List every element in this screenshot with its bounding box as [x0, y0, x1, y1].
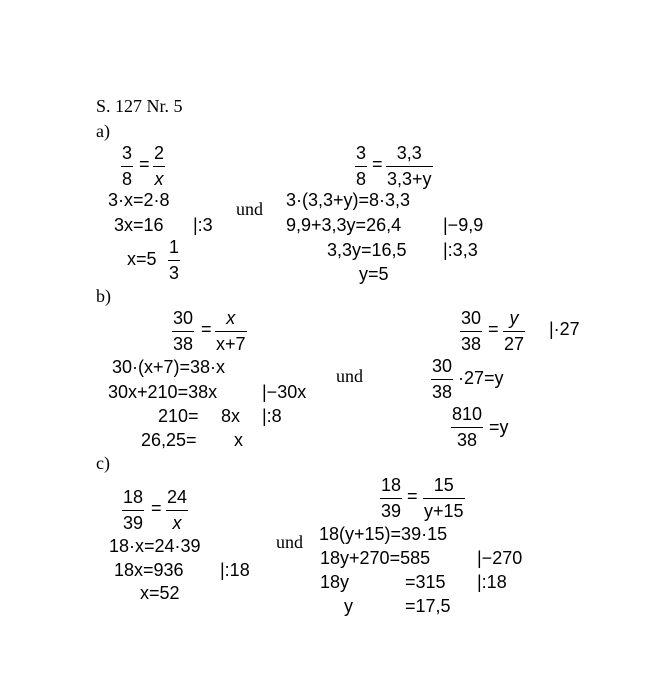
c-right-f1-numerator: 18 — [381, 475, 402, 495]
a-right-fraction-2 — [386, 143, 433, 190]
b-left-f1-denominator: 38 — [173, 334, 194, 354]
b-right-f3-denominator: 38 — [432, 382, 453, 402]
b-right-f1-denominator: 38 — [461, 334, 482, 354]
b-left-line-5-term: x — [234, 430, 243, 450]
b-right-equals: = — [488, 319, 499, 339]
b-left-fraction-1 — [172, 308, 194, 355]
c-right-fraction-1 — [380, 475, 402, 522]
b-right-fraction-4 — [451, 404, 483, 451]
c-right-line-5-lhs: y — [344, 596, 353, 616]
b-left-line-4-operation: |:8 — [262, 406, 282, 426]
c-left-fraction-1 — [122, 487, 144, 534]
c-right-equals: = — [407, 486, 418, 506]
a-right-line-5: y=5 — [359, 264, 389, 284]
a-left-line-4: x=5 — [127, 249, 157, 269]
b-right-f3-numerator: 30 — [432, 356, 453, 376]
a-right-equals: = — [372, 154, 383, 174]
a-connector: und — [236, 199, 263, 219]
a-right-line-3-operation: |−9,9 — [443, 215, 484, 235]
a-left-equals: = — [139, 154, 150, 174]
exercise-header: S. 127 Nr. 5 — [96, 96, 183, 116]
c-right-f2-numerator: 15 — [433, 475, 454, 495]
b-right-fraction-2 — [503, 308, 525, 355]
c-right-line-4-operation: |:18 — [477, 572, 507, 592]
b-right-fraction-1 — [460, 308, 482, 355]
part-b-label: b) — [96, 286, 111, 306]
b-left-f2-denominator: x+7 — [216, 334, 246, 354]
a-right-fraction-1 — [355, 143, 367, 190]
c-left-line-2: 18·x=24·39 — [109, 536, 201, 556]
c-left-line-3-operation: |:18 — [220, 560, 250, 580]
b-left-line-2: 30·(x+7)=38·x — [112, 357, 226, 377]
c-right-line-5-rhs: =17,5 — [405, 596, 451, 616]
c-right-f2-denominator: y+15 — [424, 501, 464, 521]
a-left-f2-denominator: x — [154, 169, 164, 189]
a-left-f1-denominator: 8 — [122, 169, 133, 189]
b-right-fraction-3 — [431, 356, 453, 403]
b-right-f4-numerator: 810 — [452, 404, 483, 424]
c-left-f2-numerator: 24 — [167, 487, 188, 507]
c-right-f1-denominator: 39 — [381, 501, 402, 521]
c-left-f2-denominator: x — [172, 513, 182, 533]
a-left-mixed-fraction — [168, 237, 180, 284]
a-right-f1-denominator: 8 — [356, 169, 367, 189]
a-right-f1-numerator: 3 — [356, 143, 367, 163]
b-left-equals: = — [201, 319, 212, 339]
part-c-label: c) — [96, 453, 110, 473]
a-left-f1-numerator: 3 — [122, 143, 133, 163]
b-right-f2-numerator: y — [509, 308, 519, 328]
a-left-mixed-denominator: 3 — [169, 263, 180, 283]
a-left-line-2: 3·x=2·8 — [108, 190, 170, 210]
c-right-fraction-2 — [423, 475, 465, 522]
part-a-label: a) — [96, 121, 110, 141]
a-right-f2-numerator: 3,3 — [396, 143, 422, 163]
b-left-f2-numerator: x — [226, 308, 236, 328]
c-right-line-4-lhs: 18y — [320, 572, 350, 592]
c-left-f1-denominator: 39 — [123, 513, 144, 533]
b-left-fraction-2 — [215, 308, 247, 355]
c-right-line-3-operation: |−270 — [477, 548, 523, 568]
a-left-line-3-operation: |:3 — [193, 215, 213, 235]
a-left-fraction-1 — [121, 143, 133, 190]
a-left-line-3: 3x=16 — [114, 215, 164, 235]
c-right-line-3: 18y+270=585 — [320, 548, 431, 568]
a-left-f2-numerator: 2 — [154, 143, 165, 163]
a-right-f2-denominator: 3,3+y — [387, 169, 432, 189]
b-right-line-2-rest: ·27=y — [458, 368, 504, 388]
b-right-line-3-rest: =y — [489, 417, 509, 437]
b-right-f4-denominator: 38 — [457, 430, 478, 450]
c-connector: und — [276, 532, 303, 552]
b-left-line-4: 210= — [158, 406, 199, 426]
c-left-fraction-2 — [166, 487, 188, 534]
b-left-line-5: 26,25= — [141, 430, 197, 450]
a-left-fraction-2 — [153, 143, 165, 190]
a-right-line-2: 3·(3,3+y)=8·3,3 — [286, 190, 411, 210]
b-connector: und — [336, 366, 363, 386]
c-right-line-2: 18(y+15)=39·15 — [319, 524, 448, 544]
a-left-mixed-numerator: 1 — [169, 237, 180, 257]
b-right-f2-denominator: 27 — [504, 334, 525, 354]
c-left-equals: = — [151, 498, 162, 518]
c-left-line-3: 18x=936 — [114, 560, 184, 580]
c-right-line-4-rhs: =315 — [405, 572, 446, 592]
a-right-line-4-operation: |:3,3 — [443, 240, 478, 260]
b-left-f1-numerator: 30 — [173, 308, 194, 328]
a-right-line-4: 3,3y=16,5 — [327, 240, 407, 260]
b-left-line-3-operation: |−30x — [262, 382, 307, 402]
b-left-line-3: 30x+210=38x — [108, 382, 218, 402]
c-left-f1-numerator: 18 — [123, 487, 144, 507]
b-right-f1-numerator: 30 — [461, 308, 482, 328]
c-left-line-4: x=52 — [140, 583, 180, 603]
b-left-line-4-term: 8x — [221, 406, 241, 426]
b-right-operation: |·27 — [549, 319, 580, 339]
a-right-line-3: 9,9+3,3y=26,4 — [286, 215, 402, 235]
